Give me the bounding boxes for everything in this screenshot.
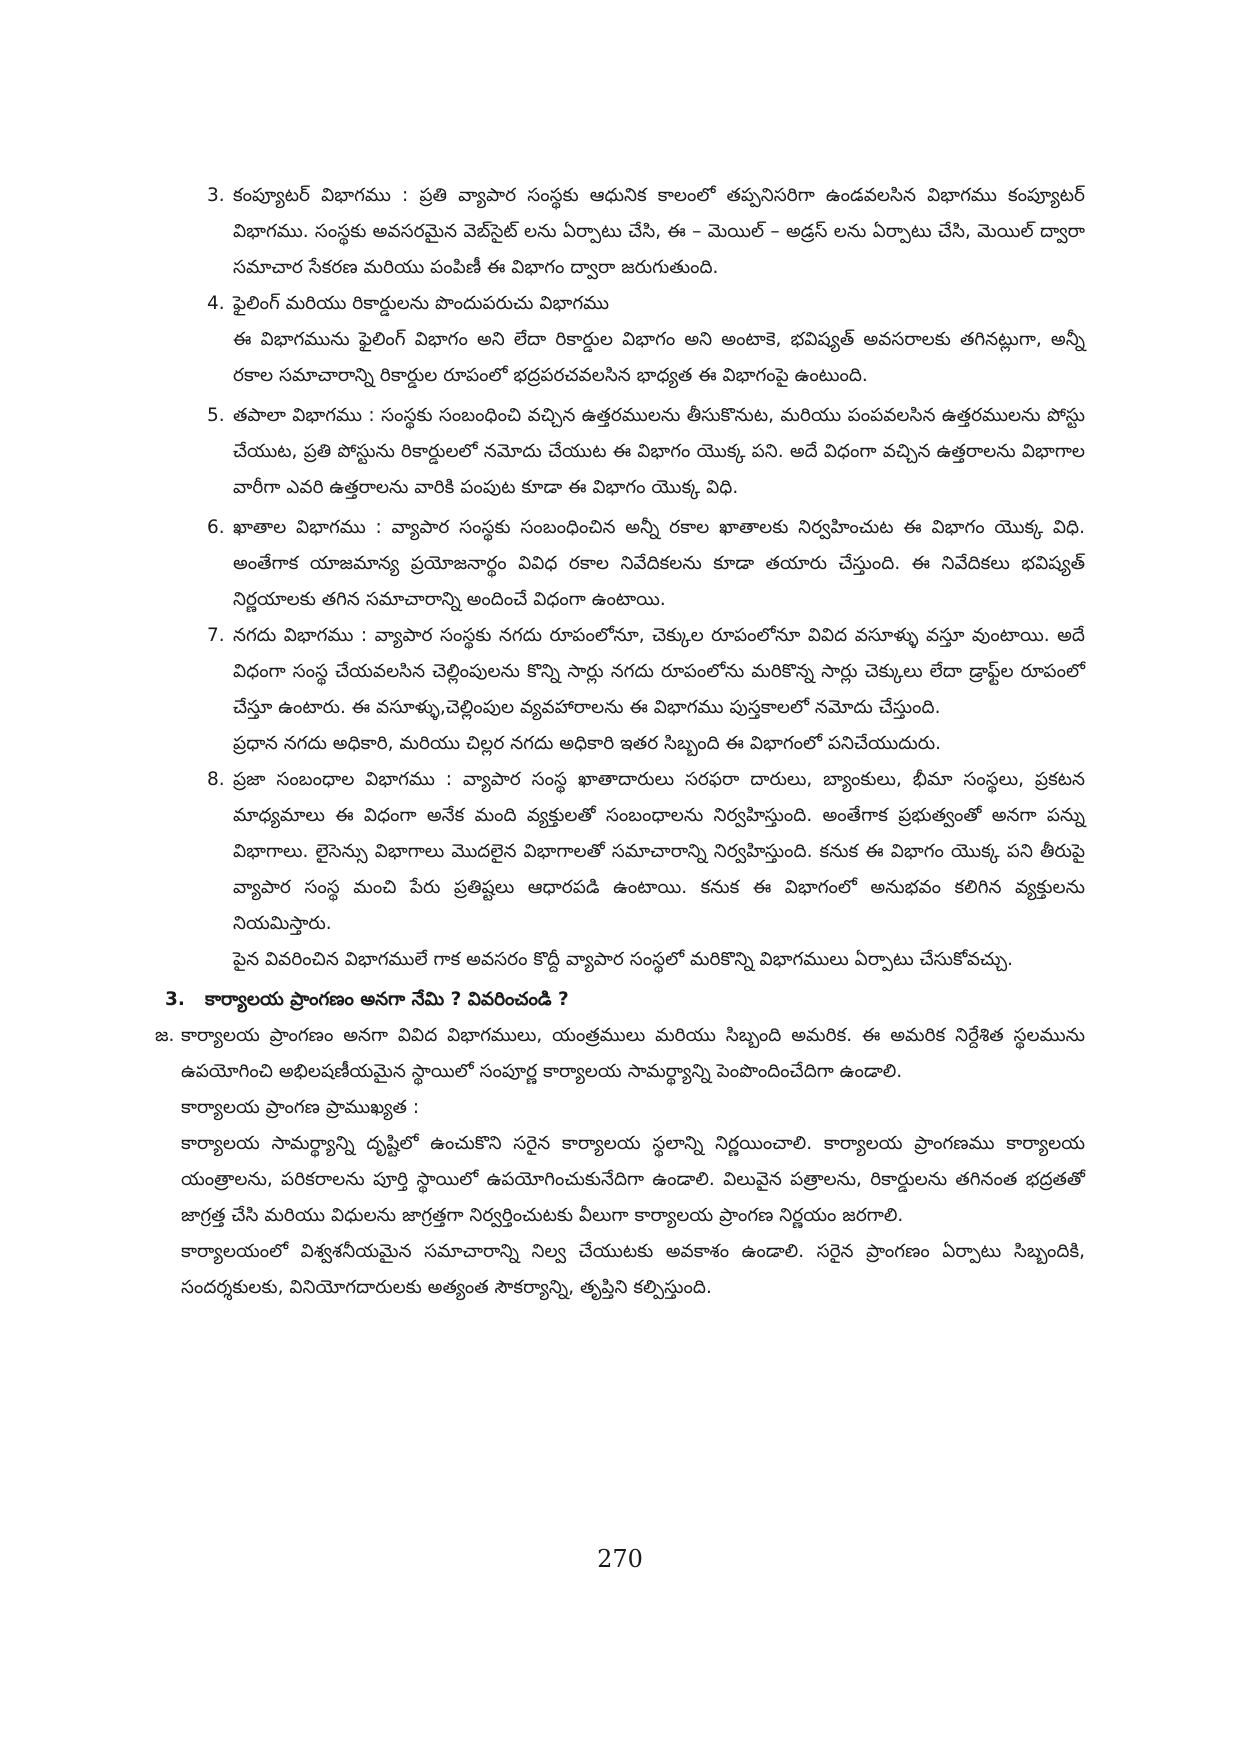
list-item-public-relations-department <box>155 762 1085 978</box>
item-extra: పైన వివరించిన విభాగములే గాక అవసరం కొద్దీ వ్యాపార సంస్థలో మరికొన్ని విభాగములు ఏర్పాటు చేసుకోవచ్చు. <box>233 949 1014 970</box>
item-title: ఫైలింగ్ మరియు రికార్డులను పొందుపరుచు విభాగము <box>233 293 610 314</box>
answer-block <box>155 1018 1085 1306</box>
list-item-cash-department <box>155 618 1085 762</box>
item-text: ఈ విభాగమును ఫైలింగ్ విభాగం అని లేదా రికార్డుల విభాగం అని అంటాకె, భవిష్యత్ అవసరాలకు తగినట్లుగా, అన్నీ రకాల సమాచారాన్ని రికార్డుల రూపంలో భద్రపరచవలసిన భాధ్యత ఈ విభాగంపై ఉంటుంది. <box>233 329 1085 386</box>
list-item-computer-department <box>155 178 1085 286</box>
question-text: కార్యాలయ ప్రాంగణం అనగా నేమి ? వివరించండి ? <box>205 989 569 1010</box>
item-extra: ప్రధాన నగదు అధికారి, మరియు చిల్లర నగదు అధికారి ఇతర సిబ్బంది ఈ విభాగంలో పనిచేయుదురు. <box>233 733 942 754</box>
item-number: 8. <box>207 769 225 790</box>
item-number: 6. <box>207 517 225 538</box>
question-heading <box>155 982 1085 1018</box>
answer-paragraph-1: కార్యాలయ సామర్థ్యాన్ని దృష్టిలో ఉంచుకొని సరైన కార్యాలయ స్థలాన్ని నిర్ణయించాలి. కార్యాలయ ప్రాంగణము కార్యాలయ యంత్రాలను, పరికరాలను పూర్తి స్థాయిలో ఉపయోగించుకునేదిగా ఉండాలి. విలువైన పత్రాలను, రికార్డులను తగినంత భద్రతతో జాగ్రత్త చేసి మరియు విధులను జాగ్రత్తగా నిర్వర్తించుటకు వీలుగా కార్యాలయ ప్రాంగణ నిర్ణయం జరగాలి. <box>181 1133 1085 1226</box>
item-number: 5. <box>207 405 225 426</box>
item-text: తపాలా విభాగము : సంస్థకు సంబంధించి వచ్చిన ఉత్తరములను తీసుకొనుట, మరియు పంపవలసిన ఉత్తరములను పోస్టు చేయుట, ప్రతి పోస్టును రికార్డులలో నమోదు చేయుట ఈ విభాగం యొక్క పని. అదే విధంగా వచ్చిన ఉత్తరాలను విభాగాల వారీగా ఎవరి ఉత్తరాలను వారికి పంపుట కూడా ఈ విభాగం యొక్క విధి. <box>233 405 1085 498</box>
list-item-filing-department <box>155 286 1085 394</box>
list-item-postal-department <box>155 398 1085 506</box>
answer-intro: కార్యాలయ ప్రాంగణం అనగా వివిద విభాగములు, యంత్రములు మరియు సిబ్బంది అమరిక. ఈ అమరిక నిర్దేశిత స్థలమును ఉపయోగించి అభిలషణీయమైన స్థాయిలో సంపూర్ణ కార్యాలయ సామర్థ్యాన్ని పెంపొందించేదిగా ఉండాలి. <box>181 1025 1085 1082</box>
question-number: 3. <box>165 989 185 1010</box>
list-item-accounts-department <box>155 510 1085 618</box>
answer-subheading: కార్యాలయ ప్రాంగణ ప్రాముఖ్యత : <box>181 1097 420 1118</box>
page-number: 270 <box>597 1545 643 1573</box>
item-number: 4. <box>207 293 225 314</box>
answer-label: జ. <box>155 1025 175 1046</box>
item-number: 7. <box>207 625 225 646</box>
page-content <box>155 178 1085 1306</box>
item-number: 3. <box>207 185 225 206</box>
answer-paragraph-2: కార్యాలయంలో విశ్వశనీయమైన సమాచారాన్ని నిల్వ చేయుటకు అవకాశం ఉండాలి. సరైన ప్రాంగణం ఏర్పాటు సిబ్బందికి, సందర్శకులకు, వినియోగదారులకు అత్యంత సౌకర్యాన్ని, తృప్తిని కల్పిస్తుంది. <box>181 1241 1085 1298</box>
item-text: కంప్యూటర్ విభాగము : ప్రతి వ్యాపార సంస్థకు ఆధునిక కాలంలో తప్పనిసరిగా ఉండవలసిన విభాగము కంప్యూటర్ విభాగము. సంస్థకు అవసరమైన వెబ్‌సైట్ లను ఏర్పాటు చేసి, ఈ – మెయిల్ – అడ్రస్ లను ఏర్పాటు చేసి, మెయిల్ ద్వారా సమాచార సేకరణ మరియు పంపిణీ ఈ విభాగం ద్వారా జరుగుతుంది. <box>233 185 1085 278</box>
item-text: నగదు విభాగము : వ్యాపార సంస్థకు నగదు రూపంలోనూ, చెక్కుల రూపంలోనూ వివిద వసూళ్ళు వస్తూ వుంటాయి. అదే విధంగా సంస్థ చేయవలసిన చెల్లింపులను కొన్ని సార్లు నగదు రూపంలోను మరికొన్న సార్లు చెక్కులు లేదా డ్రాఫ్ట్‌ల రూపంలో చేస్తూ ఉంటారు. ఈ వసూళ్ళు,చెల్లింపుల వ్యవహారాలను ఈ విభాగము పుస్తకాలలో నమోదు చేస్తుంది. <box>233 625 1085 718</box>
item-text: ప్రజా సంబంధాల విభాగము : వ్యాపార సంస్థ ఖాతాదారులు సరఫరా దారులు, బ్యాంకులు, భీమా సంస్థలు, ప్రకటన మాధ్యమాలు ఈ విధంగా అనేక మంది వ్యక్తులతో సంబంధాలను నిర్వహిస్తుంది. అంతేగాక ప్రభుత్వంతో అనగా పన్ను విభాగాలు. లైసెన్సు విభాగాలు మొదలైన విభాగాలతో సమాచారాన్ని నిర్వహిస్తుంది. కనుక ఈ విభాగం యొక్క పని తీరుపై వ్యాపార సంస్థ మంచి పేరు ప్రతిష్టలు ఆధారపడి ఉంటాయి. కనుక ఈ విభాగంలో అనుభవం కలిగిన వ్యక్తులను నియమిస్తారు. <box>233 769 1085 934</box>
item-text: ఖాతాల విభాగము : వ్యాపార సంస్థకు సంబంధించిన అన్నీ రకాల ఖాతాలకు నిర్వహించుట ఈ విభాగం యొక్క విధి. అంతేగాక యాజమాన్య ప్రయోజనార్థం వివిధ రకాల నివేదికలను కూడా తయారు చేస్తుంది. ఈ నివేదికలు భవిష్యత్ నిర్ణయాలకు తగిన సమాచారాన్ని అందించే విధంగా ఉంటాయి. <box>233 517 1085 610</box>
